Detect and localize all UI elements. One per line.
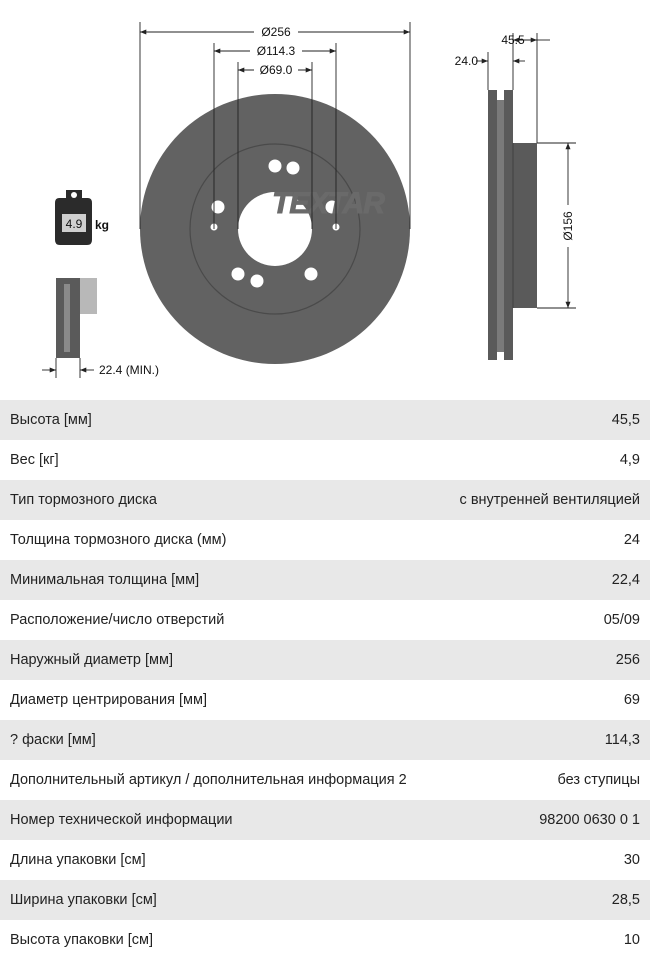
weight-value: 4.9 <box>65 217 83 231</box>
spec-row <box>0 440 650 480</box>
brake-disc-drawing <box>0 0 650 400</box>
spec-value: 24 <box>623 532 640 548</box>
spec-value: 256 <box>615 652 640 668</box>
side-plate-left <box>488 90 497 360</box>
spec-value: 114,3 <box>604 732 640 748</box>
spec-value: 30 <box>623 852 640 868</box>
spec-row <box>0 880 650 920</box>
spec-row <box>0 920 650 960</box>
spec-label: Высота упаковки [см] <box>10 932 154 948</box>
height-label: 45.5 <box>501 33 525 47</box>
outer-diameter-label: Ø256 <box>261 25 291 39</box>
brand-logo: TEXTAR <box>272 187 384 220</box>
spec-row <box>0 520 650 560</box>
spec-value: 28,5 <box>611 892 640 908</box>
bolt-hole <box>232 268 245 281</box>
thickness-label: 24.0 <box>454 54 478 68</box>
side-plate-right <box>504 90 513 360</box>
spec-label: Номер технической информации <box>10 812 233 828</box>
spec-row <box>0 480 650 520</box>
spec-row <box>0 840 650 880</box>
spec-value: 45,5 <box>611 412 640 428</box>
spec-label: Высота [мм] <box>10 412 92 428</box>
spec-value: 4,9 <box>619 452 640 468</box>
spec-row <box>0 760 650 800</box>
spec-label: Толщина тормозного диска (мм) <box>10 532 227 548</box>
pcd-label: Ø114.3 <box>256 44 296 58</box>
spec-value: 05/09 <box>603 612 640 628</box>
spec-label: Диаметр центрирования [мм] <box>10 692 208 708</box>
spec-value: 69 <box>623 692 640 708</box>
spec-value: без ступицы <box>557 772 640 788</box>
weight-unit: kg <box>95 218 110 232</box>
bolt-hole <box>212 201 225 214</box>
min-thickness-profile <box>42 278 97 378</box>
bolt-hole <box>251 275 264 288</box>
center-bore-label: Ø69.0 <box>259 63 293 77</box>
spec-value: 98200 0630 0 1 <box>539 812 640 828</box>
spec-label: Вес [кг] <box>10 452 59 468</box>
spec-row <box>0 800 650 840</box>
spec-label: Длина упаковки [см] <box>10 852 146 868</box>
side-vent <box>497 100 504 352</box>
spec-label: Тип тормозного диска <box>10 492 157 508</box>
bolt-hole <box>287 162 300 175</box>
spec-label: ? фаски [мм] <box>10 732 96 748</box>
spec-value: 10 <box>623 932 640 948</box>
spec-label: Минимальная толщина [мм] <box>10 572 200 588</box>
spec-label: Ширина упаковки [см] <box>10 892 157 908</box>
specifications-table <box>0 400 650 960</box>
spec-row <box>0 600 650 640</box>
spec-label: Наружный диаметр [мм] <box>10 652 174 668</box>
inner-diameter-label: Ø156 <box>561 211 575 241</box>
disc-front-view <box>140 94 410 364</box>
spec-value: 22,4 <box>611 572 640 588</box>
disc-side-view <box>488 90 537 360</box>
min-thickness-label: 22.4 (MIN.) <box>99 363 160 377</box>
spec-row <box>0 640 650 680</box>
bolt-hole <box>269 160 282 173</box>
spec-label: Дополнительный артикул / дополнительная информация 2 <box>10 772 407 788</box>
bolt-hole <box>305 268 318 281</box>
spec-label: Расположение/число отверстий <box>10 612 225 628</box>
side-hat <box>513 143 537 308</box>
spec-row <box>0 400 650 440</box>
spec-row <box>0 680 650 720</box>
technical-drawing <box>0 0 650 400</box>
spec-value: с внутренней вентиляцией <box>459 492 640 508</box>
spec-row <box>0 720 650 760</box>
spec-row <box>0 560 650 600</box>
